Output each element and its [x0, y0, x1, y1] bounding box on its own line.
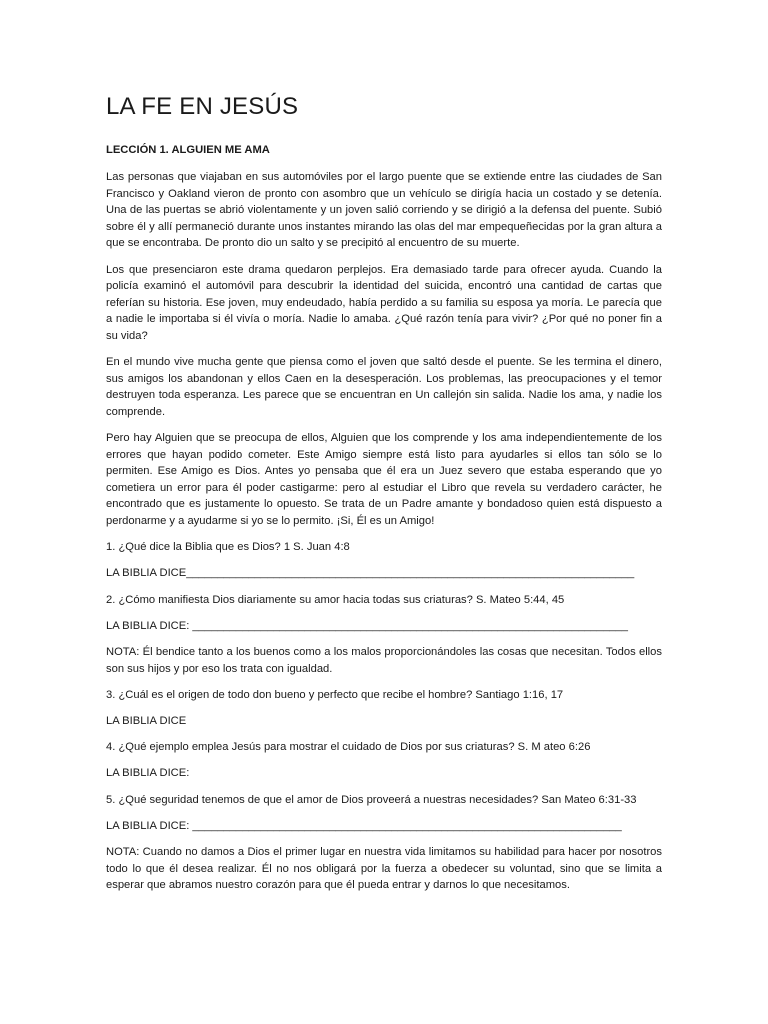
document-title: LA FE EN JESÚS [106, 93, 299, 120]
answer-line-1: LA BIBLIA DICE________________________________________________________________________ [106, 567, 635, 580]
paragraph-4: Pero hay Alguien que se preocupa de ellos, Alguien que los comprende y los ama independientemente de los errores que hayan podido cometer. Este Amigo siempre está listo para ayudarles si ellos tan sólo se lo permiten. Ese Amigo es Dios. Antes yo pensaba que él era un Juez severo que estaba esperando que yo cometiera un error para él poder castigarme: pero al estudiar el Libro que revela su verdadero carácter, he encontrado que es justamente lo opuesto. Se trata de un Padre amante y bondadoso quien está dispuesto a perdonarme y a ayudarme si yo se lo permito. ¡Si, Él es un Amigo! [106, 432, 662, 528]
lesson-heading: LECCIÓN 1. ALGUIEN ME AMA [106, 144, 270, 156]
answer-line-5: LA BIBLIA DICE: _____________________________________________________________________ [106, 819, 622, 832]
note-1: NOTA: Él bendice tanto a los buenos como a los malos proporcionándoles las cosas que necesitan. Todos ellos son sus hijos y por eso los trata con igualdad. [106, 646, 662, 675]
document-page [106, 92, 662, 903]
paragraph-3: En el mundo vive mucha gente que piensa como el joven que saltó desde el puente. Se les termina el dinero, sus amigos los abandonan y ellos Caen en la desesperación. Los problemas, las preocupaciones y el temor destruyen toda esperanza. Les parece que se encuentran en Un callejón sin salida. Nadie los ama, y nadie los comprende. [106, 356, 662, 418]
answer-line-2: LA BIBLIA DICE: ______________________________________________________________________ [106, 619, 628, 632]
question-1: 1. ¿Qué dice la Biblia que es Dios? 1 S. Juan 4:8 [106, 541, 350, 554]
answer-line-3: LA BIBLIA DICE [106, 714, 187, 727]
question-2: 2. ¿Cómo manifiesta Dios diariamente su amor hacia todas sus criaturas? S. Mateo 5:44, 45 [106, 593, 565, 606]
question-5: 5. ¿Qué seguridad tenemos de que el amor de Dios proveerá a nuestras necesidades? San Mateo 6:31-33 [106, 793, 637, 806]
paragraph-1: Las personas que viajaban en sus automóviles por el largo puente que se extiende entre las ciudades de San Francisco y Oakland vieron de pronto con asombro que un vehículo se dirigía hacia un costado y se detenía. Una de las puertas se abrió violentamente y un joven salió corriendo y se dirigió a la defensa del puente. Subió sobre él y allí permaneció durante unos instantes mirando las olas del mar empequeñecidas por la gran altura a que se encontraba. De pronto dio un salto y se precipitó al encuentro de su muerte. [106, 171, 662, 250]
question-3: 3. ¿Cuál es el origen de todo don bueno y perfecto que recibe el hombre? Santiago 1:16, 17 [106, 688, 564, 701]
answer-line-4: LA BIBLIA DICE: [106, 767, 190, 780]
note-2: NOTA: Cuando no damos a Dios el primer lugar en nuestra vida limitamos su habilidad para hacer por nosotros todo lo que él desea realizar. Él no nos obligará por la fuerza a obedecer su voluntad, sino que se limita a esperar que abramos nuestro corazón para que él pueda entrar y darnos lo que necesitamos. [106, 845, 662, 892]
question-4: 4. ¿Qué ejemplo emplea Jesús para mostrar el cuidado de Dios por sus criaturas? S. M ateo 6:26 [106, 741, 591, 754]
paragraph-2: Los que presenciaron este drama quedaron perplejos. Era demasiado tarde para ofrecer ayuda. Cuando la policía examinó el automóvil para descubrir la identidad del suicida, encontró una cantidad de cartas que referían su historia. Ese joven, muy endeudado, había perdido a su familia su esposa ya moría. Le parecía que a nadie le importaba si él vivía o moría. Nadie lo amaba. ¿Qué razón tenía para vivir? ¿Por qué no poner fin a su vida? [106, 263, 662, 342]
